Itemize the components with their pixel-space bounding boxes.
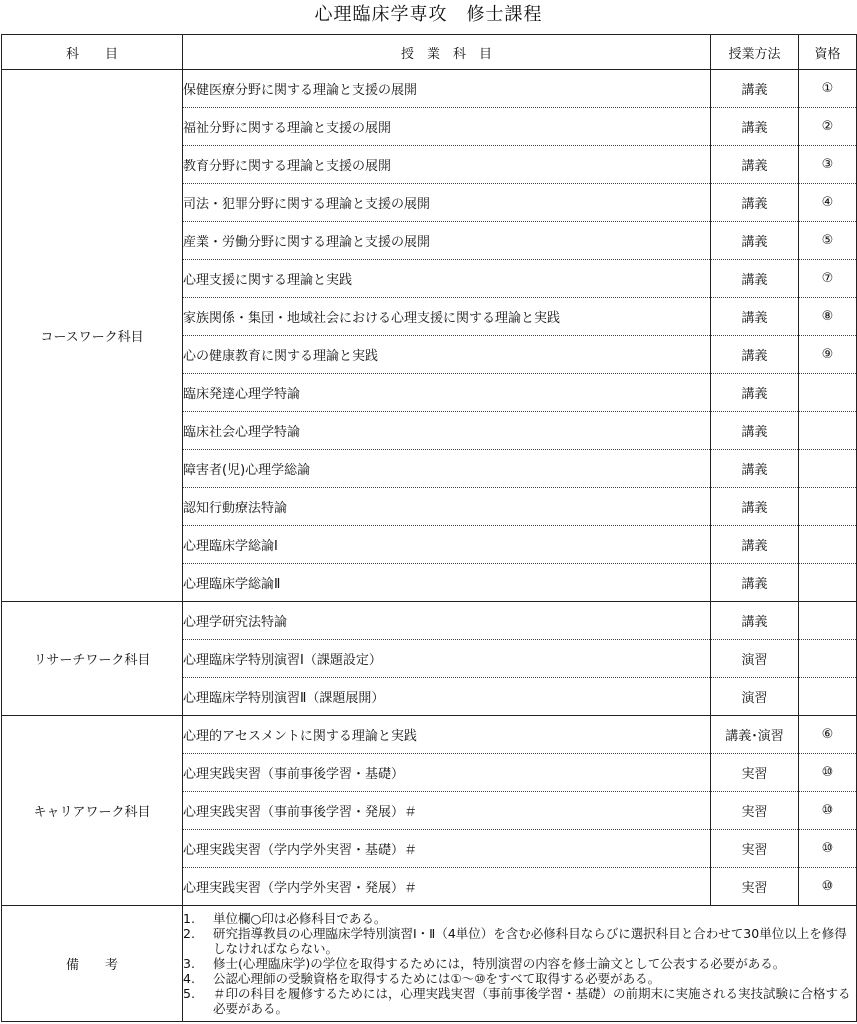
course-name: 福祉分野に関する理論と支援の展開 — [183, 107, 711, 145]
note-item — [183, 956, 856, 971]
course-qualification: ⑩ — [799, 791, 857, 829]
table-row — [2, 601, 857, 639]
course-qualification: ④ — [799, 183, 857, 221]
course-name: 臨床発達心理学特論 — [183, 373, 711, 411]
course-method: 講義 — [711, 525, 799, 563]
course-method: 講義 — [711, 487, 799, 525]
course-qualification: ⑩ — [799, 867, 857, 905]
course-method: 講義 — [711, 259, 799, 297]
course-name: 臨床社会心理学特論 — [183, 411, 711, 449]
notes-list — [183, 911, 856, 1016]
curriculum-table — [1, 34, 857, 1022]
course-qualification — [799, 601, 857, 639]
note-number: 4. — [183, 970, 195, 986]
course-name: 認知行動療法特論 — [183, 487, 711, 525]
course-method: 講義 — [711, 183, 799, 221]
course-qualification: ① — [799, 70, 857, 108]
note-item — [183, 971, 856, 986]
course-method: 実習 — [711, 829, 799, 867]
course-method: 講義 — [711, 411, 799, 449]
course-qualification: ⑥ — [799, 715, 857, 753]
course-qualification: ⑩ — [799, 753, 857, 791]
note-item — [183, 926, 856, 956]
notes-cell — [183, 905, 857, 1021]
course-method: 講義 — [711, 297, 799, 335]
course-name: 心理臨床学特別演習Ⅰ（課題設定） — [183, 639, 711, 677]
page-title: 心理臨床学専攻 修士課程 — [314, 4, 543, 25]
course-method: 講義 — [711, 449, 799, 487]
course-name: 家族関係・集団・地域社会における心理支援に関する理論と実践 — [183, 297, 711, 335]
course-method: 実習 — [711, 791, 799, 829]
course-qualification — [799, 411, 857, 449]
course-method: 講義 — [711, 145, 799, 183]
table-header-row — [2, 35, 857, 70]
course-method: 講義 — [711, 373, 799, 411]
course-qualification: ⑩ — [799, 829, 857, 867]
course-name: 心理支援に関する理論と実践 — [183, 259, 711, 297]
course-name: 心理臨床学総論Ⅰ — [183, 525, 711, 563]
notes-row — [2, 905, 857, 1021]
course-method: 講義 — [711, 70, 799, 108]
course-name: 保健医療分野に関する理論と支援の展開 — [183, 70, 711, 108]
course-name: 心理学研究法特論 — [183, 601, 711, 639]
course-name: 心理的アセスメントに関する理論と実践 — [183, 715, 711, 753]
category-cell: キャリアワーク科目 — [2, 715, 183, 905]
course-qualification — [799, 449, 857, 487]
course-qualification: ⑧ — [799, 297, 857, 335]
course-qualification: ② — [799, 107, 857, 145]
course-name: 心理実践実習（事前事後学習・発展）＃ — [183, 791, 711, 829]
course-method: 講義 — [711, 221, 799, 259]
course-name: 司法・犯罪分野に関する理論と支援の展開 — [183, 183, 711, 221]
header-category: 科 目 — [2, 35, 183, 70]
course-name: 心理臨床学総論Ⅱ — [183, 563, 711, 601]
course-name: 障害者(児)心理学総論 — [183, 449, 711, 487]
course-qualification: ⑨ — [799, 335, 857, 373]
note-number: 5. — [183, 985, 195, 1001]
table-row — [2, 70, 857, 108]
course-qualification — [799, 525, 857, 563]
course-method: 講義 — [711, 563, 799, 601]
course-name: 心理実践実習（学内学外実習・発展）＃ — [183, 867, 711, 905]
course-qualification — [799, 373, 857, 411]
course-name: 心理臨床学特別演習Ⅱ（課題展開） — [183, 677, 711, 715]
note-number: 3. — [183, 955, 195, 971]
course-method: 実習 — [711, 753, 799, 791]
notes-label: 備 考 — [2, 905, 183, 1021]
header-course: 授 業 科 目 — [183, 35, 711, 70]
header-method: 授業方法 — [711, 35, 799, 70]
course-qualification: ③ — [799, 145, 857, 183]
course-name: 教育分野に関する理論と支援の展開 — [183, 145, 711, 183]
course-qualification — [799, 487, 857, 525]
header-qualification: 資格 — [799, 35, 857, 70]
course-qualification — [799, 677, 857, 715]
course-table-body — [2, 70, 857, 906]
note-number: 1. — [183, 910, 195, 926]
note-text: ＃印の科目を履修するためには，心理実践実習（事前事後学習・基礎）の前期末に実施される実技試験に合格する必要がある。 — [213, 985, 851, 1016]
category-cell: リサーチワーク科目 — [2, 601, 183, 715]
course-method: 演習 — [711, 677, 799, 715]
course-name: 心の健康教育に関する理論と実践 — [183, 335, 711, 373]
course-method: 講義 — [711, 601, 799, 639]
course-method: 講義 — [711, 107, 799, 145]
category-cell: コースワーク科目 — [2, 70, 183, 602]
note-item — [183, 986, 856, 1016]
note-text: 修士(心理臨床学)の学位を取得するためには，特別演習の内容を修士論文として公表する必要がある。 — [213, 955, 786, 971]
note-text: 研究指導教員の心理臨床学特別演習Ⅰ・Ⅱ（4単位）を含む必修科目ならびに選択科目と合わせて30単位以上を修得しなければならない。 — [213, 925, 847, 956]
course-name: 産業・労働分野に関する理論と支援の展開 — [183, 221, 711, 259]
course-qualification: ⑦ — [799, 259, 857, 297]
note-text: 公認心理師の受験資格を取得するためには①～⑩をすべて取得する必要がある。 — [213, 970, 661, 986]
note-number: 2. — [183, 925, 195, 941]
course-qualification — [799, 563, 857, 601]
note-text: 単位欄○印は必修科目である。 — [213, 910, 387, 926]
course-name: 心理実践実習（学内学外実習・基礎）＃ — [183, 829, 711, 867]
note-item — [183, 911, 856, 926]
course-qualification — [799, 639, 857, 677]
course-qualification: ⑤ — [799, 221, 857, 259]
table-row — [2, 715, 857, 753]
course-name: 心理実践実習（事前事後学習・基礎） — [183, 753, 711, 791]
course-method: 講義 — [711, 335, 799, 373]
course-method: 講義･演習 — [711, 715, 799, 753]
course-method: 演習 — [711, 639, 799, 677]
course-method: 実習 — [711, 867, 799, 905]
